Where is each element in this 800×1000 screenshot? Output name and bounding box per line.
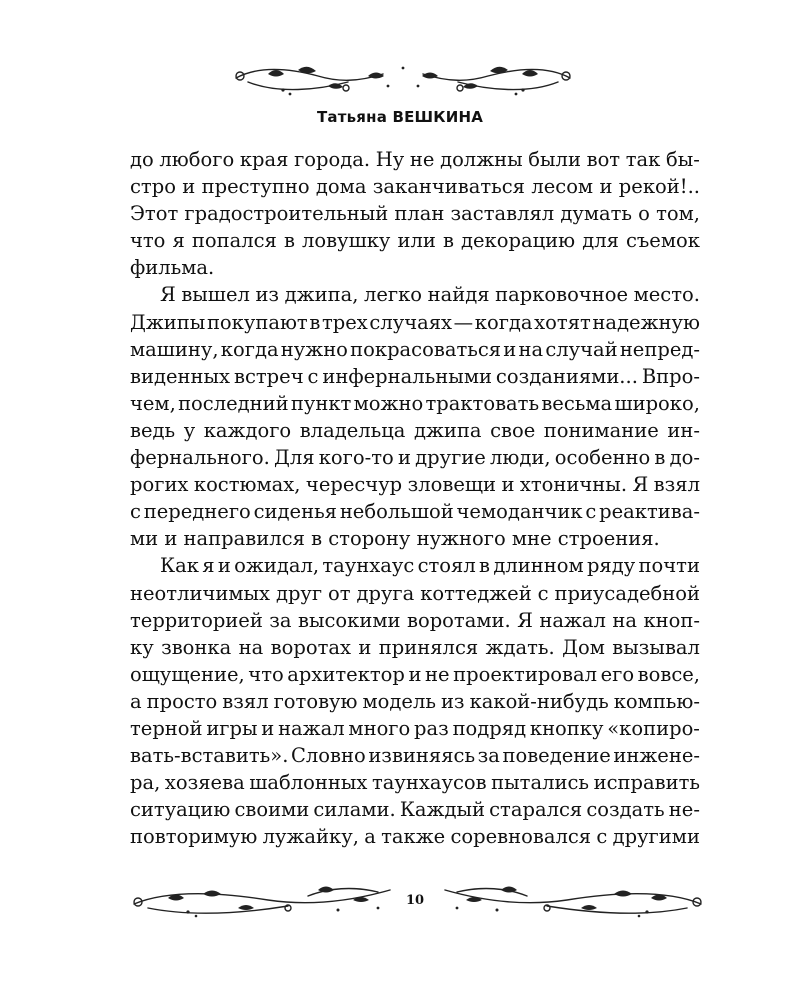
footer-ornament-right-icon bbox=[437, 878, 707, 920]
text-line: ра, хозяева шаблонных таунхаусов пытались исправить bbox=[130, 771, 700, 795]
header-ornament-icon bbox=[228, 60, 578, 102]
text-line: Как я и ожидал, таунхаус стоял в длинном ряду почти bbox=[160, 554, 700, 578]
text-line: ку звонка на воротах и принялся ждать. Дом вызывал bbox=[130, 635, 700, 659]
text-line: ощущение, что архитектор и не проектировал его вовсе, bbox=[130, 662, 700, 686]
text-line: фильма. bbox=[130, 256, 215, 280]
text-line: с переднего сиденья небольшой чемоданчик с реактива- bbox=[130, 500, 700, 524]
text-line: ведь у каждого владельца джипа свое понимание ин- bbox=[130, 418, 700, 442]
text-line: рогих костюмах, чересчур зловещи и хтоничны. Я взял bbox=[130, 473, 700, 497]
text-line: а просто взял готовую модель из какой-нибудь компью- bbox=[130, 689, 700, 713]
text-line: машину, когда нужно покрасоваться и на случай непред- bbox=[130, 337, 700, 361]
text-line: что я попался в ловушку или в декорацию для съемок bbox=[130, 229, 700, 253]
text-line: ситуацию своими силами. Каждый старался создать не- bbox=[130, 798, 700, 822]
text-line: вать-вставить». Словно извиняясь за поведение инжене- bbox=[130, 744, 700, 768]
running-head-author: Татьяна ВЕШКИНА bbox=[316, 108, 484, 126]
text-line: повторимую лужайку, а также соревновался с другими bbox=[130, 825, 700, 849]
text-line: до любого края города. Ну не должны были вот так бы- bbox=[130, 148, 700, 171]
text-line: территорией за высокими воротами. Я нажал на кноп- bbox=[130, 608, 700, 632]
text-line: неотличимых друг от друга коттеджей с приусадебной bbox=[130, 581, 700, 605]
text-line: Я вышел из джипа, легко найдя парковочное место. bbox=[160, 283, 700, 307]
text-line: стро и преступно дома заканчиваться лесом и рекой!.. bbox=[130, 175, 700, 199]
text-line: Этот градостроительный план заставлял думать о том, bbox=[130, 202, 700, 226]
text-line: Джипы покупают в трех случаях — когда хотят надежную bbox=[130, 310, 700, 334]
text-line: терной игры и нажал много раз подряд кнопку «копиро- bbox=[130, 716, 700, 740]
page-number: 10 bbox=[405, 893, 425, 908]
text-line: ми и направился в сторону нужного мне строения. bbox=[130, 527, 660, 551]
body-text bbox=[130, 146, 700, 850]
footer-ornament-left-icon bbox=[128, 878, 398, 920]
text-line: фернального. Для кого-то и другие люди, особенно в до- bbox=[130, 446, 700, 470]
text-line: чем, последний пункт можно трактовать весьма широко, bbox=[130, 391, 700, 415]
text-line: виденных встреч с инфернальными созданиями... Впро- bbox=[130, 364, 700, 388]
